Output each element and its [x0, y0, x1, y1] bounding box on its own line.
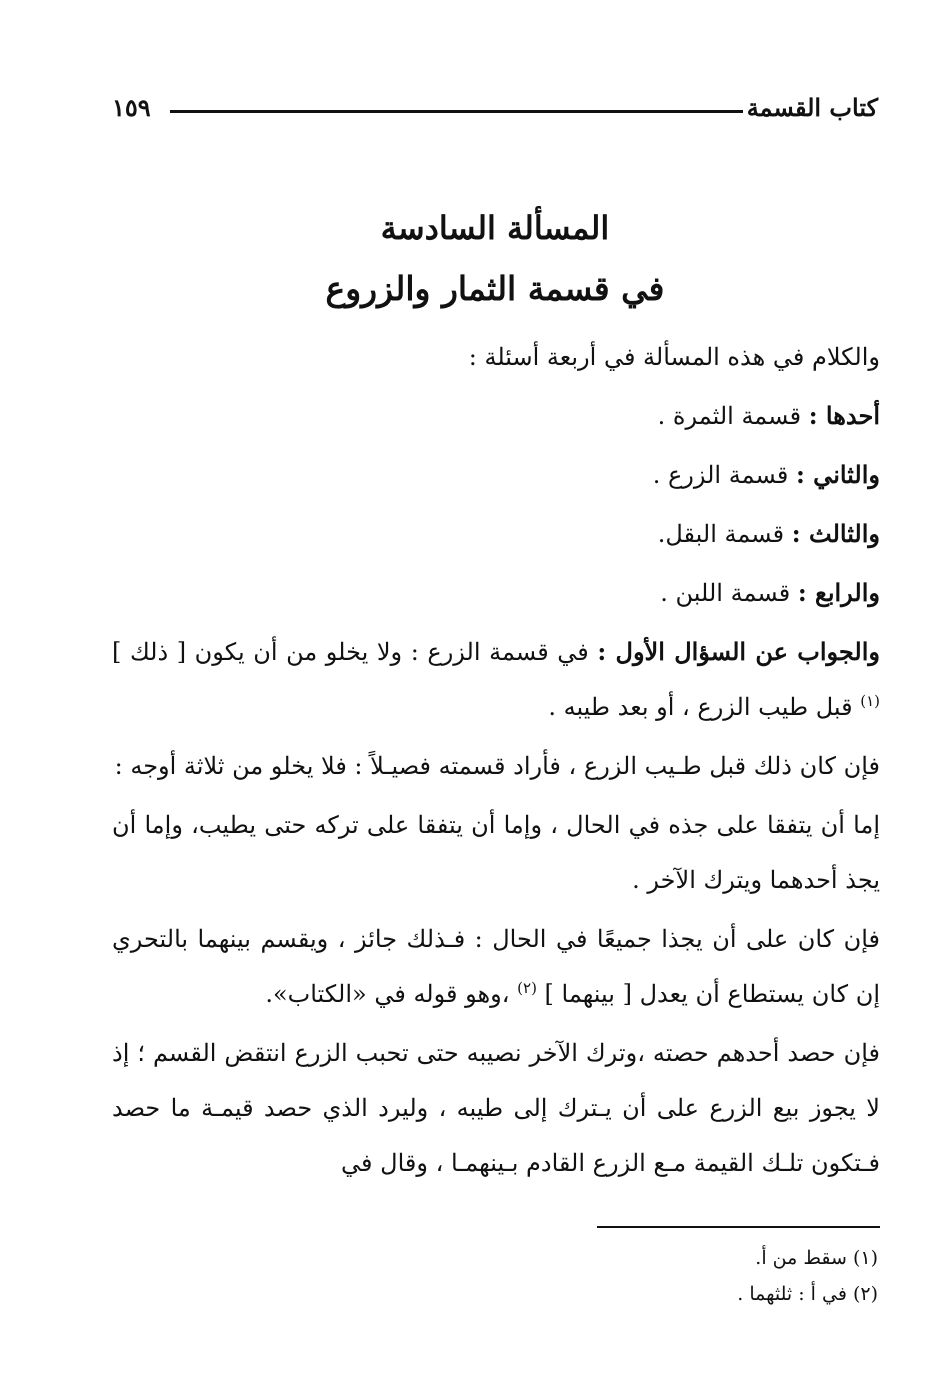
header-rule	[170, 110, 743, 113]
question-text: قسمة الزرع .	[652, 461, 796, 489]
paragraph-text: فإن كان على أن يجذا جميعًا في الحال : فـذلك جائز ، ويقسم بينهما بالتحري إن كان يستطاع أن يعدل [ بينهما ]	[112, 925, 880, 1008]
footnote-2: (٢) في أ : ثلثهما .	[737, 1283, 878, 1305]
question-text: قسمة الثمرة .	[657, 402, 809, 430]
body-paragraph	[112, 912, 880, 1022]
body-paragraph: إما أن يتفقا على جذه في الحال ، وإما أن يتفقا على تركه حتى يطيب، وإما أن يجذ أحدهما ويترك الآخر .	[112, 811, 880, 894]
question-lead: والرابع :	[797, 578, 880, 607]
page-number: ١٥٩	[112, 93, 151, 122]
answer-paragraph	[112, 624, 880, 735]
body-paragraph: فإن كان ذلك قبل طـيب الزرع ، فأراد قسمته فصيـلاً : فلا يخلو من ثلاثة أوجه :	[114, 752, 880, 780]
paragraph-text-cont: ،وهو قوله في «الكتاب».	[265, 980, 518, 1008]
page-header	[112, 92, 878, 128]
question-lead: أحدها :	[808, 401, 880, 430]
answer-text: في قسمة الزرع : ولا يخلو من أن يكون [ ذلك ]	[112, 638, 598, 666]
question-lead: والثاني :	[795, 460, 880, 489]
question-item-1	[112, 388, 880, 444]
question-item-2	[112, 447, 880, 503]
footnote-rule	[597, 1226, 880, 1228]
body-paragraph: فإن حصد أحدهم حصته ،وترك الآخر نصيبه حتى تحبب الزرع انتقض القسم ؛ إذ لا يجوز بيع الزرع على أن يـترك إلى طيبه ، وليرد الذي حصد قيمـة ما حصد فـتكون تلـك القيمة مـع الزرع القادم بـينهمـا ، وقال في	[112, 1039, 880, 1177]
answer-lead: والجواب عن السؤال الأول :	[597, 637, 880, 666]
running-title: كتاب القسمة	[746, 93, 878, 122]
section-heading: المسألة السادسة	[380, 209, 610, 247]
section-subheading: في قسمة الثمار والزروع	[325, 269, 665, 308]
footnotes	[378, 1240, 878, 1312]
body-text	[112, 330, 880, 1195]
question-lead: والثالث :	[791, 519, 880, 548]
answer-text-cont: قبل طيب الزرع ، أو بعد طيبه .	[548, 693, 861, 721]
question-text: قسمة البقل.	[657, 520, 792, 548]
intro-paragraph: والكلام في هذه المسألة في أربعة أسئلة :	[468, 343, 880, 371]
footnote-marker-1: (١)	[860, 692, 880, 710]
question-item-4	[112, 565, 880, 621]
question-item-3	[112, 506, 880, 562]
footnote-marker-2: (٢)	[517, 979, 537, 997]
question-text: قسمة اللبن .	[660, 579, 798, 607]
footnote-1: (١) سقط من أ.	[755, 1247, 878, 1269]
